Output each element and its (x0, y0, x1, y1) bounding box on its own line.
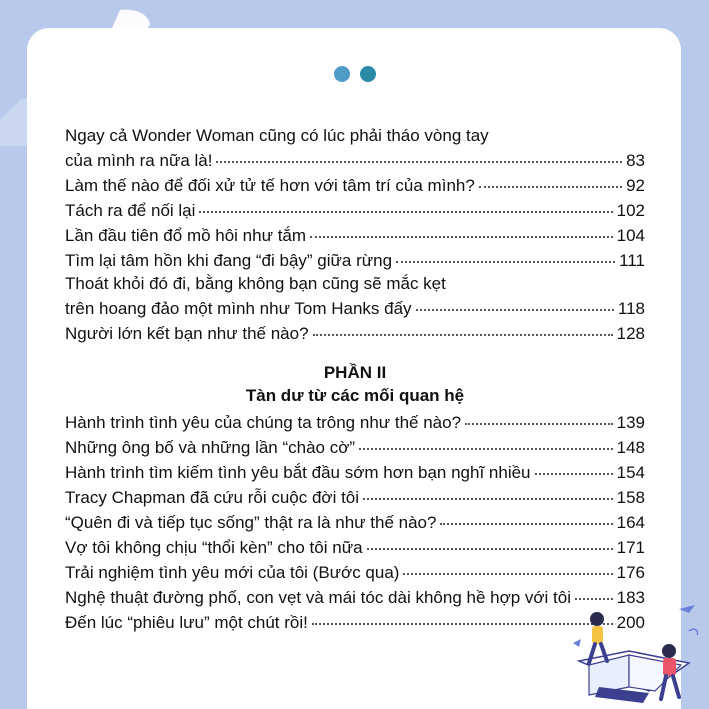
toc-title: Đến lúc “phiêu lưu” một chút rồi! (65, 613, 308, 632)
toc-row (65, 484, 645, 509)
toc-row (65, 434, 645, 459)
toc-title: Tracy Chapman đã cứu rỗi cuộc đời tôi (65, 488, 360, 507)
toc-title: Người lớn kết bạn như thế nào? (65, 324, 309, 343)
part2-heading: PHẦN II (323, 363, 387, 382)
toc-entry (65, 509, 645, 534)
toc-entry (65, 247, 645, 272)
dot-leader (363, 484, 613, 500)
toc-row (65, 534, 645, 559)
toc-row (65, 409, 645, 434)
toc-entry (65, 584, 645, 609)
dot-leader (199, 197, 612, 213)
toc-entry (65, 484, 645, 509)
page-number: 158 (616, 488, 645, 507)
dot-leader (367, 534, 613, 550)
dot-right (360, 66, 376, 82)
toc-entry (65, 459, 645, 484)
page-number: 148 (616, 438, 645, 457)
toc-title-line: Thoát khỏi đó đi, bằng không bạn cũng sẽ mắc kẹt (65, 274, 446, 293)
toc-entry (65, 534, 645, 559)
toc-row (65, 320, 645, 345)
dot-leader (440, 509, 612, 525)
page-number: 200 (616, 613, 645, 632)
toc-entry (65, 124, 645, 172)
toc-title: Hành trình tình yêu của chúng ta trông như thế nào? (65, 413, 462, 432)
page-number: 92 (626, 176, 645, 195)
page-number: 164 (616, 513, 645, 532)
toc-row (65, 247, 645, 272)
toc-row (65, 147, 645, 172)
toc-title: “Quên đi và tiếp tục sống” thật ra là như thế nào? (65, 513, 437, 532)
toc-title: Hành trình tìm kiếm tình yêu bắt đầu sớm hơn bạn nghĩ nhiều (65, 463, 531, 482)
page-number: 183 (616, 588, 645, 607)
page-number: 176 (616, 563, 645, 582)
dot-leader (416, 292, 614, 311)
toc-entry (65, 409, 645, 434)
page-number: 83 (626, 151, 645, 170)
toc-row (65, 609, 645, 634)
toc-row (65, 197, 645, 222)
dot-leader (310, 222, 613, 238)
part1-list (65, 124, 645, 345)
toc-title: trên hoang đảo một mình như Tom Hanks đấy (65, 299, 412, 318)
page-number: 171 (616, 538, 645, 557)
toc-title-line: Ngay cả Wonder Woman cũng có lúc phải tháo vòng tay (65, 126, 489, 145)
table-of-contents (65, 124, 645, 634)
toc-row (65, 295, 645, 320)
toc-title: Những ông bố và những lần “chào cờ” (65, 438, 356, 457)
toc-entry (65, 172, 645, 197)
page-number: 102 (616, 201, 645, 220)
toc-title: Lần đầu tiên đổ mồ hôi như tắm (65, 226, 307, 245)
toc-entry (65, 434, 645, 459)
dot-leader (396, 247, 615, 263)
dot-leader (535, 459, 613, 475)
toc-title: Làm thế nào để đối xử tử tế hơn với tâm trí của mình? (65, 176, 475, 195)
toc-title: của mình ra nữa là! (65, 151, 213, 170)
toc-title: Trải nghiệm tình yêu mới của tôi (Bước qua) (65, 563, 400, 582)
toc-entry (65, 559, 645, 584)
dot-leader (479, 172, 622, 188)
toc-entry (65, 609, 645, 634)
dot-leader (359, 434, 613, 450)
part2-list (65, 409, 645, 634)
toc-row (65, 509, 645, 534)
dot-leader (465, 409, 613, 425)
dot-leader (313, 320, 613, 336)
toc-row (65, 584, 645, 609)
dot-leader (216, 144, 622, 163)
page-number: 104 (616, 226, 645, 245)
toc-row (65, 459, 645, 484)
page-number: 128 (616, 324, 645, 343)
page-number: 118 (617, 299, 645, 318)
toc-entry (65, 222, 645, 247)
toc-title: Nghệ thuật đường phố, con vẹt và mái tóc dài không hề hợp với tôi (65, 588, 572, 607)
page-number: 111 (619, 251, 645, 270)
toc-entry (65, 320, 645, 345)
page-number: 139 (616, 413, 645, 432)
toc-entry (65, 272, 645, 320)
toc-title: Vợ tôi không chịu “thổi kèn” cho tôi nữa (65, 538, 363, 557)
toc-title: Tìm lại tâm hồn khi đang “đi bậy” giữa rừng (65, 251, 393, 270)
toc-row (65, 559, 645, 584)
decor-dots (0, 66, 709, 82)
toc-entry (65, 197, 645, 222)
toc-row (65, 172, 645, 197)
toc-row (65, 222, 645, 247)
dot-left (334, 66, 350, 82)
reader-with-book-illustration (559, 591, 709, 709)
dot-leader (403, 559, 612, 575)
page-number: 154 (616, 463, 645, 482)
toc-title: Tách ra để nối lại (65, 201, 196, 220)
part2-subheading: Tàn dư từ các mối quan hệ (245, 386, 465, 405)
